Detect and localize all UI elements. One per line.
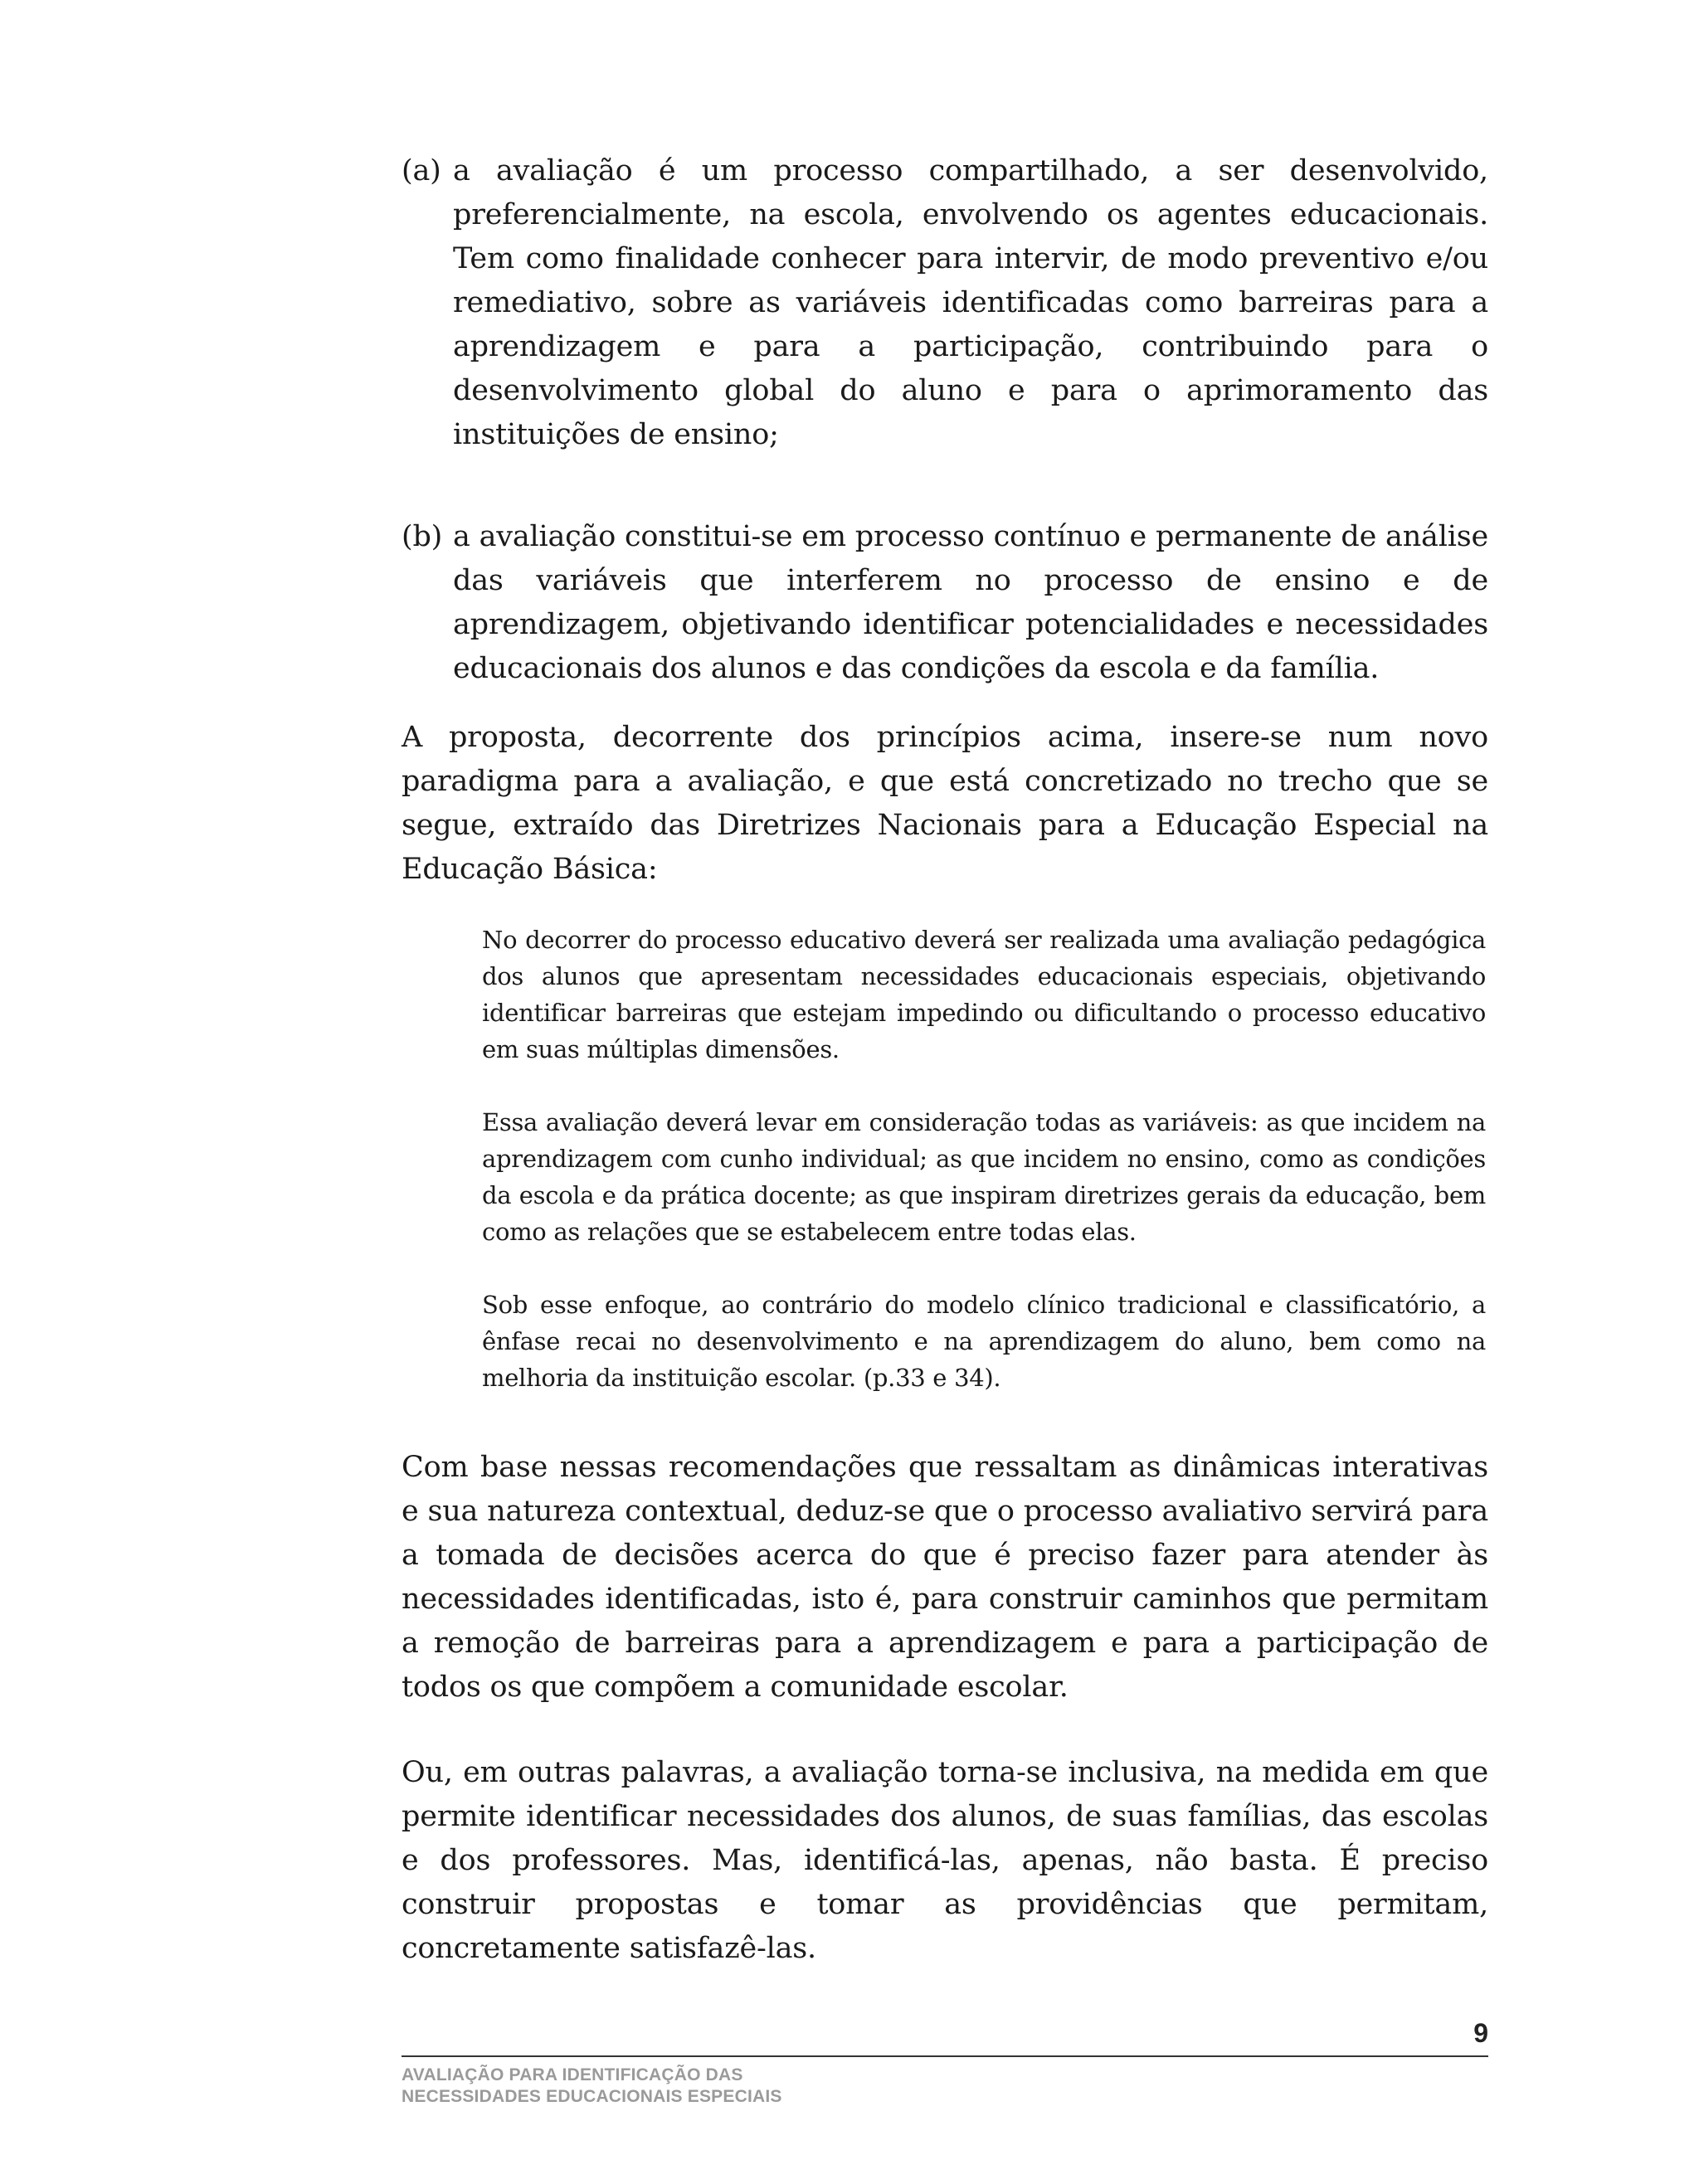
- list-marker: (b): [402, 520, 443, 553]
- list-item-text: a avaliação é um processo compartilhado, a ser desenvolvido, preferencialmente, na escola, envolvendo os agentes educacionais. Tem como finalidade conhecer para intervir, de modo preventivo e/ou remediativo, sobre as variáveis identificadas como barreiras para a aprendizagem e para a participação, contribuindo para o desenvolvimento global do aluno e para o aprimoramento das instituições de ensino;: [453, 154, 1488, 451]
- quote-paragraph: No decorrer do processo educativo deverá ser realizada uma avaliação pedagógica dos alunos que apresentam necessidades educacionais especiais, objetivando identificar barreiras que estejam impedindo ou dificultando o processo educativo em suas múltiplas dimensões.: [482, 926, 1486, 1063]
- list-item: [402, 515, 1488, 691]
- page-content: [402, 149, 1488, 1971]
- list-marker: (a): [402, 154, 441, 187]
- footer-title-line: AVALIAÇÃO PARA IDENTIFICAÇÃO DAS: [402, 2065, 743, 2084]
- footer-title-line: NECESSIDADES EDUCACIONAIS ESPECIAIS: [402, 2087, 782, 2106]
- footer-title: [402, 2065, 782, 2108]
- body-paragraph: Com base nessas recomendações que ressaltam as dinâmicas interativas e sua natureza contextual, deduz-se que o processo avaliativo servirá para a tomada de decisões acerca do que é preciso fazer para atender às necessidades identificadas, isto é, para construir caminhos que permitam a remoção de barreiras para a aprendizagem e para a participação de todos os que compõem a comunidade escolar.: [402, 1451, 1488, 1704]
- quote-paragraph: Essa avaliação deverá levar em consideração todas as variáveis: as que incidem na aprendizagem com cunho individual; as que incidem no ensino, como as condições da escola e da prática docente; as que inspiram diretrizes gerais da educação, bem como as relações que se estabelecem entre todas elas.: [482, 1108, 1486, 1246]
- body-paragraph: Ou, em outras palavras, a avaliação torna-se inclusiva, na medida em que permite identificar necessidades dos alunos, de suas famílias, das escolas e dos professores. Mas, identificá-las, apenas, não basta. É preciso construir propostas e tomar as providências que permitam, concretamente satisfazê-las.: [402, 1756, 1488, 1965]
- list-item-text: a avaliação constitui-se em processo contínuo e permanente de análise das variáveis que interferem no processo de ensino e de aprendizagem, objetivando identificar potencialidades e necessidades educacionais dos alunos e das condições da escola e da família.: [453, 520, 1488, 685]
- quote-paragraph: Sob esse enfoque, ao contrário do modelo clínico tradicional e classificatório, a ênfase recai no desenvolvimento e na aprendizagem do aluno, bem como na melhoria da instituição escolar. (p.33 e 34).: [482, 1291, 1486, 1392]
- intro-paragraph: A proposta, decorrente dos princípios acima, insere-se num novo paradigma para a avaliação, e que está concretizado no trecho que se segue, extraído das Diretrizes Nacionais para a Educação Especial na Educação Básica:: [402, 721, 1488, 886]
- block-quote: [482, 922, 1486, 1396]
- page-number: 9: [1473, 2018, 1488, 2048]
- footer-divider: [402, 2055, 1488, 2057]
- list-item: [402, 149, 1488, 457]
